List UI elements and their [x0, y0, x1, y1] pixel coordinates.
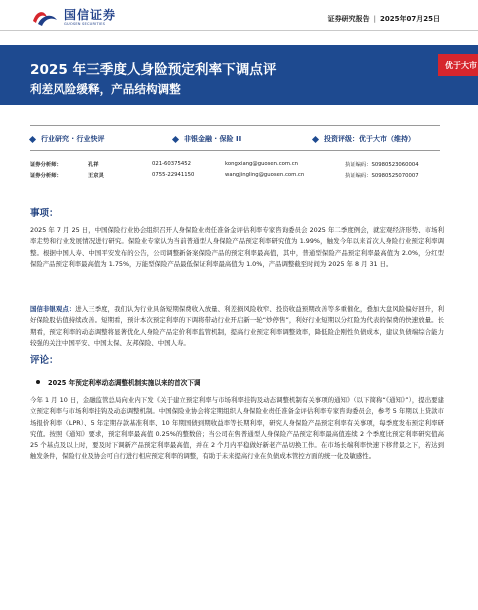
comment-heading: 评论： — [30, 355, 59, 366]
report-title: 2025 年三季度人身险预定利率下调点评 — [30, 62, 277, 78]
analyst-role: 证券分析师： — [30, 161, 62, 168]
rating-tag: 优于大市 — [438, 54, 478, 76]
guosen-logo — [30, 7, 116, 29]
category-bottom-divider — [30, 150, 440, 151]
category-sector-label: 非银金融 · 保险 II — [184, 135, 242, 143]
analyst-cert: 执证编码：S0980523060004 — [345, 161, 419, 168]
analyst-name: 孔祥 — [88, 161, 99, 168]
bullet-dot-icon — [36, 380, 40, 384]
comment-paragraph: 今年 1 月 10 日，金融监管总局向业内下发《关于建立预定利率与市场利率挂钩及动态调整机制有关事项的通知》（以下简称“《通知》”），提出要建立预定利率与市场利率挂钩及动态调整机制。中国保险业协会将定期组织人身保险业责任准备金评估利率专家咨询委员会，参考 5 年期以上贷款市场报价利率（LPR）、5 年定期存款基准利率、10 年期国债到期收益率等长期利率，研究人身保险产品预定利率有关事项，每季度发布预定利率研究值。按照《通知》要求，预定利率最高值 0.25%的整数倍；当公司在售普通型人身保险产品预定利率最高值连续 2 个季度比预定利率研究值高 25 个基点及以上时，要及时下调新产品预定利率最高值，并在 2 个月内平稳做好新老产品切换工作。在市场长端利率快速下移背景之下，若达到触发条件，保险行业及协会可自行进行相应预定利率的调整，有助于未来提高行业在负债成本管控方面的统一化及敏感性。 — [30, 396, 444, 461]
analyst-email: kongxiang@guosen.com.cn — [225, 160, 298, 167]
report-subtitle: 利差风险缓释，产品结构调整 — [30, 82, 181, 96]
matters-paragraph: 2025 年 7 月 25 日，中国保险行业协会组织召开人身保险业责任准备金评估利率专家咨询委员会 2025 年二季度例会，就宏观经济形势、市场利率走势和行业发展情况进行研究。保险业专家认为当前普通型人身保险产品预定利率研究值为 1.99%，触发今年以来首次人身险行业预定利率调整。根据中国人寿、中国平安发布的公告，公司调整新备案保险产品的预定利率最高值，其中，普通型保险产品预定利率最高值为 2.0%，分红型保险产品预定利率最高值为 1.75%，万能型保险产品最低保证利率最高值为 1.0%，产品调整截至时间为 2025 年 8 月 31 日。 — [30, 226, 444, 268]
category-sector — [173, 134, 313, 144]
view-paragraph — [30, 304, 444, 349]
logo-en-text: GUOSEN SECURITIES — [64, 22, 106, 26]
analyst-row — [30, 169, 440, 180]
diamond-bullet-icon — [172, 135, 179, 142]
view-text: 进入三季度，我们认为行业具备短期保费收入放量、利差损风险收窄、投资收益预期改善等多重催化，叠加大盘风险偏好回升，利好保险股估值持续改善。短期看，预计本次预定利率的下调将带动行业开启新一轮“炒停售”，利好行业短期以分红险为代表的保费的快速放量。长期看，预定利率的动态调整将显著优化人身险产品定价利率监管机制，提高行业预定利率调整效率，降低险企刚性负债成本，建议负债端综合能力较强的关注中国平安、中国太保、友邦保险、中国人寿。 — [30, 305, 445, 347]
category-row — [30, 134, 440, 144]
category-top-divider — [30, 125, 440, 126]
header-separator: | — [373, 15, 377, 23]
category-rating — [313, 134, 415, 144]
header-divider — [0, 30, 478, 31]
logo-cn-text: 国信证券 — [64, 8, 117, 22]
analyst-email: wangjingling@guosen.com.cn — [225, 171, 305, 178]
comment-point-title-text: 2025 年预定利率动态调整机制实施以来的首次下调 — [48, 379, 201, 387]
analyst-phone: 0755-22941150 — [152, 171, 195, 178]
diamond-bullet-icon — [29, 135, 36, 142]
analyst-cert: 执证编码：S0980525070007 — [345, 172, 419, 179]
report-meta — [328, 14, 440, 24]
view-label: 国信非银观点： — [30, 305, 76, 313]
diamond-bullet-icon — [312, 135, 319, 142]
matters-heading: 事项： — [30, 208, 59, 219]
category-industry — [30, 134, 173, 144]
guosen-logo-icon — [30, 7, 60, 29]
analyst-role: 证券分析师： — [30, 172, 62, 179]
title-banner — [0, 45, 478, 105]
category-industry-label: 行业研究 · 行业快评 — [41, 135, 105, 143]
analyst-name: 王京灵 — [88, 172, 104, 179]
analyst-table — [30, 158, 440, 180]
comment-point-title — [30, 377, 201, 387]
analyst-phone: 021-60375452 — [152, 160, 191, 167]
category-rating-label: 投资评级：优于大市（维持） — [324, 135, 415, 143]
report-type: 证券研究报告 — [327, 15, 370, 23]
analyst-row — [30, 158, 440, 169]
report-date: 2025年07月25日 — [380, 15, 440, 23]
